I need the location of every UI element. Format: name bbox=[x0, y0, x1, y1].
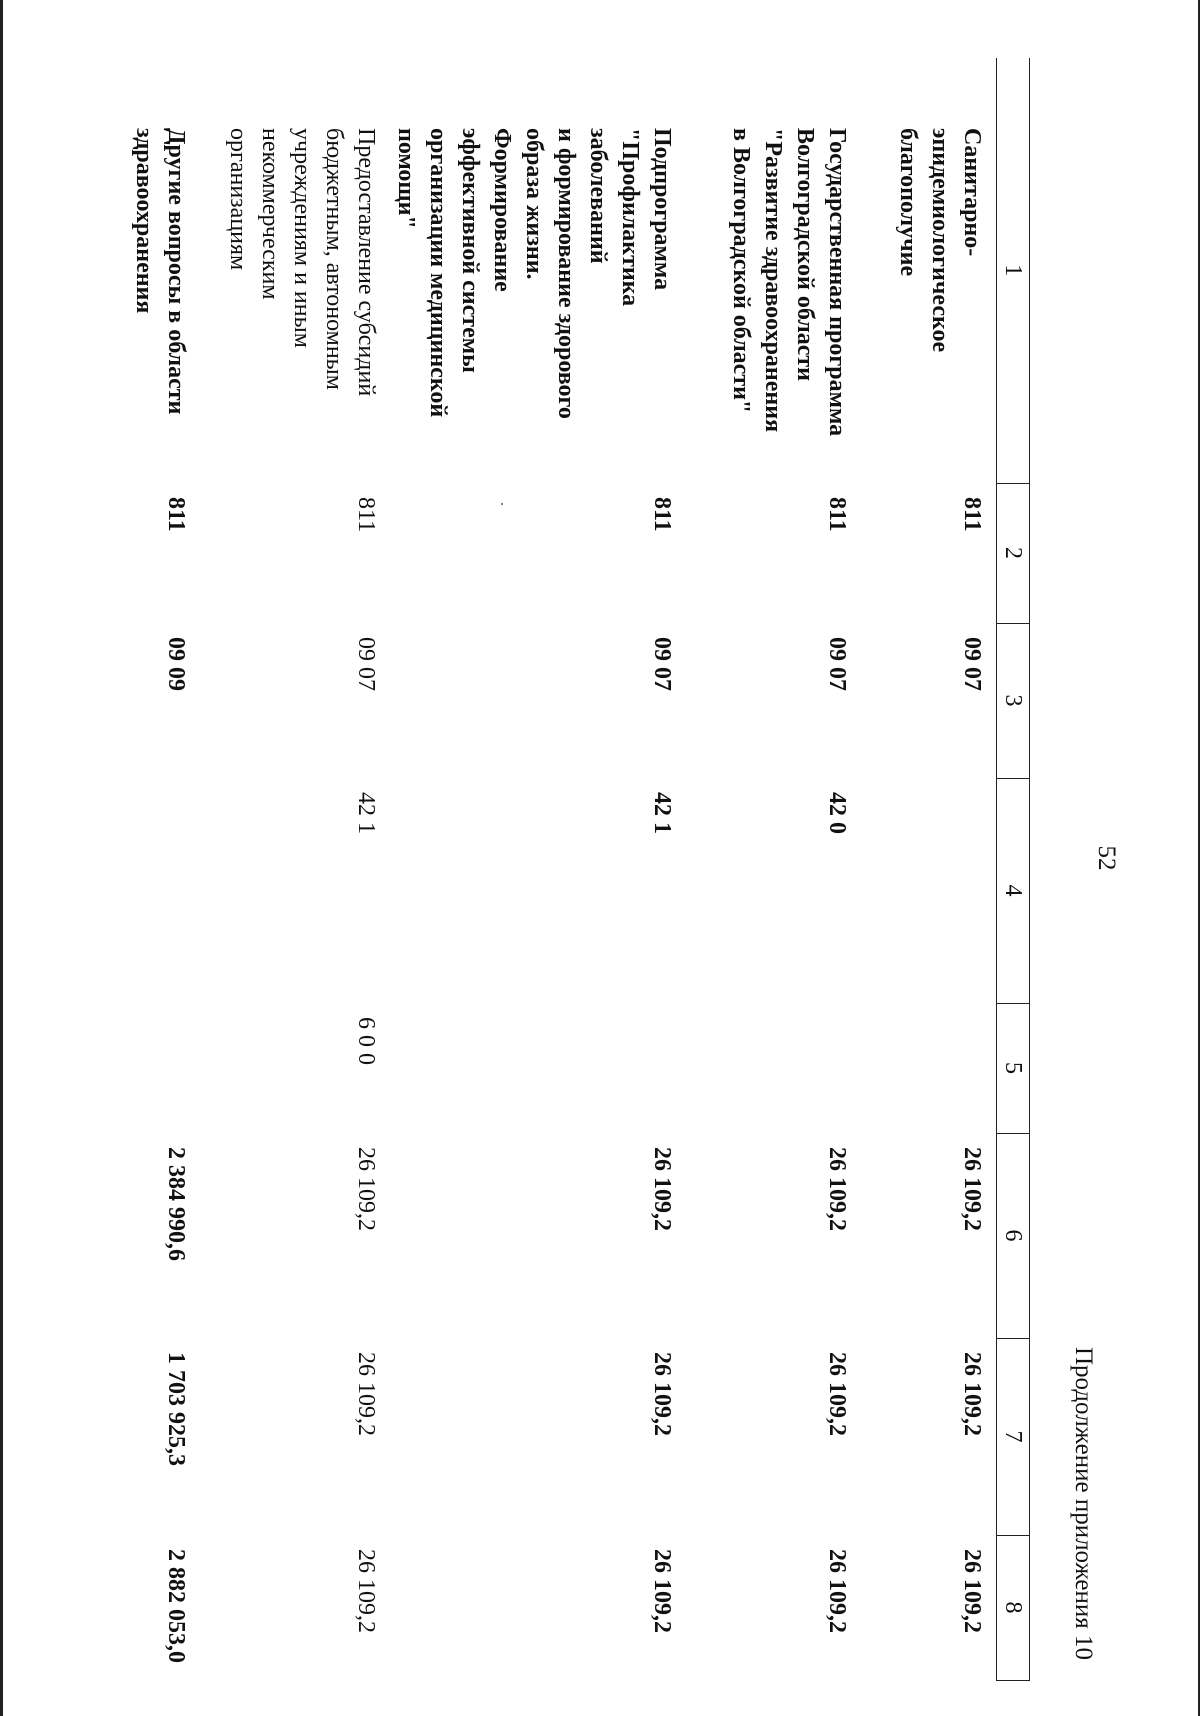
code-cell bbox=[862, 1003, 997, 1133]
code-cell: 09 09 bbox=[163, 637, 190, 691]
code-cell: 811 bbox=[649, 497, 676, 532]
row-name-line: здравоохранения bbox=[131, 128, 158, 314]
code-cell: 811 bbox=[163, 497, 190, 532]
code-cell: 811 bbox=[353, 497, 380, 533]
row-name-line: эффективной системы bbox=[457, 128, 484, 373]
amount-cell: 26 109,2 bbox=[353, 1352, 380, 1436]
row-name-cell bbox=[391, 58, 687, 483]
row-name-line: эпидемиологическое bbox=[927, 128, 953, 353]
column-header: 1 bbox=[997, 58, 1030, 483]
column-header: 4 bbox=[997, 778, 1030, 1003]
amount-cell: 2 882 053,0 bbox=[163, 1549, 190, 1663]
row-name-line: учреждениям и иным bbox=[289, 128, 316, 348]
row-name-line: Подпрограмма bbox=[649, 128, 676, 291]
column-header: 8 bbox=[997, 1535, 1030, 1680]
code-cell: 6 0 0 bbox=[353, 1017, 380, 1065]
row-name-line: "Развитие здравоохранения bbox=[760, 128, 787, 433]
amount-cell: 26 109,2 bbox=[353, 1549, 380, 1633]
row-name-line: благополучие bbox=[895, 128, 921, 277]
amount-cell: 26 109,2 bbox=[649, 1352, 676, 1436]
row-name-line: Предоставление субсидий bbox=[353, 128, 380, 397]
budget-table bbox=[81, 58, 1031, 1681]
code-cell: 811 bbox=[959, 497, 985, 532]
code-cell: 42 1 bbox=[353, 792, 380, 834]
row-name-line: Государственная программа bbox=[824, 128, 851, 437]
row-name-line: помощи" bbox=[393, 128, 420, 229]
row-name-line: организации медицинской bbox=[425, 128, 452, 418]
row-name-line: образа жизни. bbox=[521, 128, 548, 280]
code-cell bbox=[687, 1003, 862, 1133]
table-row bbox=[391, 58, 687, 1680]
code-cell bbox=[81, 778, 201, 1003]
page-number: 52 bbox=[1093, 845, 1120, 871]
column-header: 3 bbox=[997, 623, 1030, 778]
row-name-line: организациям bbox=[225, 128, 252, 271]
row-name-line: Другие вопросы в области bbox=[163, 128, 190, 415]
code-cell bbox=[81, 1003, 201, 1133]
amount-cell: 2 384 990,6 bbox=[163, 1147, 190, 1261]
amount-cell: 26 109,2 bbox=[824, 1352, 851, 1436]
amount-cell: 26 109,2 bbox=[649, 1549, 676, 1633]
column-header: 5 bbox=[997, 1003, 1030, 1133]
row-name-line: Формирование bbox=[489, 128, 516, 292]
row-name-line: некоммерческим bbox=[257, 128, 284, 300]
row-name-cell bbox=[687, 58, 862, 483]
amount-cell: 26 109,2 bbox=[959, 1147, 985, 1231]
header-row bbox=[997, 58, 1030, 1680]
amount-cell: 1 703 925,3 bbox=[163, 1352, 190, 1466]
row-name-cell bbox=[201, 58, 391, 483]
amount-cell: 26 109,2 bbox=[824, 1549, 851, 1633]
code-cell bbox=[862, 778, 997, 1003]
continuation-label: Продолжение приложения 10 bbox=[1070, 1346, 1097, 1660]
row-name-line: Волгоградской области bbox=[792, 128, 819, 381]
row-name-line: заболеваний bbox=[585, 128, 612, 264]
code-cell: 09 07 bbox=[353, 637, 380, 691]
row-name-line: в Волгоградской области" bbox=[728, 128, 755, 414]
code-cell: 09 07 bbox=[649, 637, 676, 691]
row-name-line: "Профилактика bbox=[617, 128, 644, 307]
row-name-cell bbox=[862, 58, 997, 483]
column-header: 2 bbox=[997, 483, 1030, 623]
code-cell: 09 07 bbox=[824, 637, 851, 691]
row-name-line: и формирование здорового bbox=[553, 128, 580, 419]
code-cell: 811 bbox=[824, 497, 851, 532]
amount-cell: 26 109,2 bbox=[824, 1147, 851, 1231]
table-body bbox=[81, 58, 997, 1680]
column-header: 6 bbox=[997, 1133, 1030, 1338]
amount-cell: 26 109,2 bbox=[649, 1147, 676, 1231]
row-name-line: бюджетным, автономным bbox=[321, 128, 348, 390]
code-cell: 42 0 bbox=[824, 792, 851, 834]
amount-cell: 26 109,2 bbox=[959, 1549, 985, 1633]
code-cell: 09 07 bbox=[959, 637, 985, 691]
table-row bbox=[201, 58, 391, 1680]
amount-cell: 26 109,2 bbox=[959, 1352, 985, 1436]
code-cell: 42 1 bbox=[649, 792, 676, 834]
table-row bbox=[862, 58, 997, 1680]
amount-cell: 26 109,2 bbox=[353, 1147, 380, 1231]
table-row bbox=[687, 58, 862, 1680]
table-row bbox=[81, 58, 201, 1680]
row-name-cell bbox=[81, 58, 201, 483]
row-name-line: Санитарно- bbox=[959, 128, 985, 257]
column-header: 7 bbox=[997, 1338, 1030, 1535]
code-cell bbox=[391, 1003, 687, 1133]
